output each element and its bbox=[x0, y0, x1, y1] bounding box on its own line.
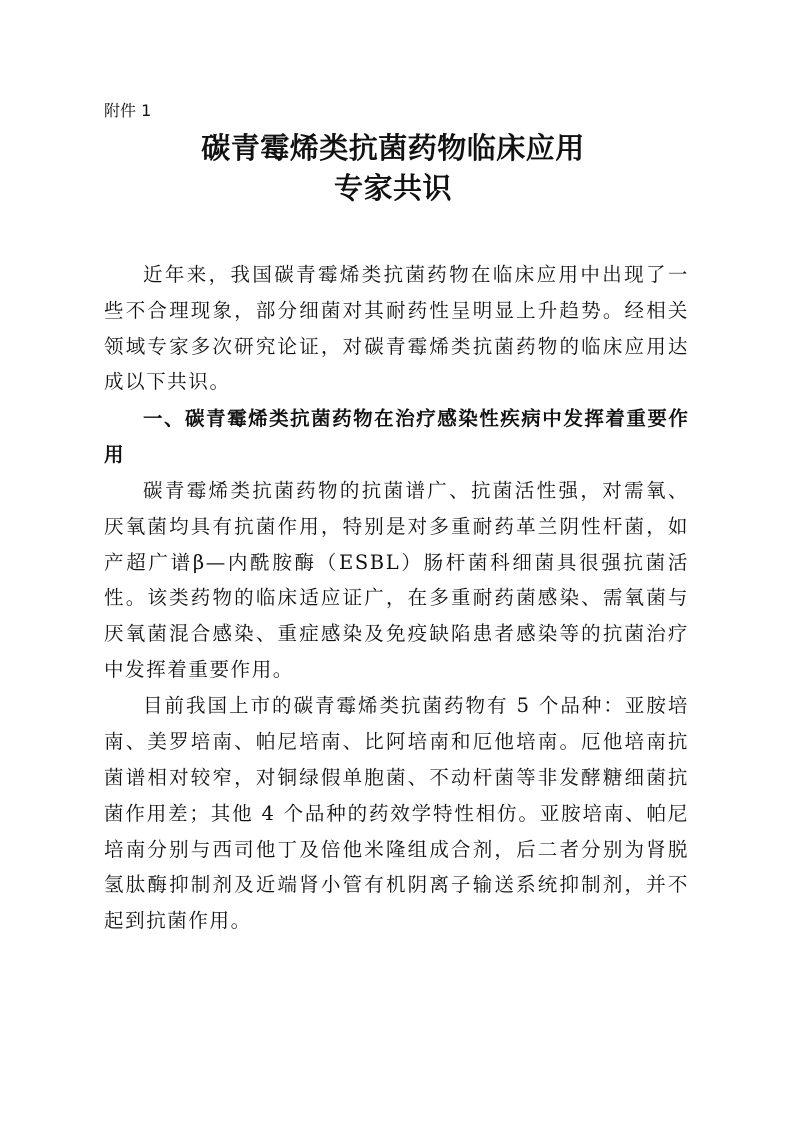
section-1-heading: 一、碳青霉烯类抗菌药物在治疗感染性疾病中发挥着重要作用 bbox=[104, 406, 689, 466]
attachment-label: 附件 1 bbox=[104, 101, 152, 120]
document-body bbox=[104, 257, 689, 940]
document-title-line-1: 碳青霉烯类抗菌药物临床应用 bbox=[201, 131, 585, 165]
section-1-paragraph-2: 目前我国上市的碳青霉烯类抗菌药物有 5 个品种：亚胺培南、美罗培南、帕尼培南、比阿培南和厄他培南。厄他培南抗菌谱相对较窄，对铜绿假单胞菌、不动杆菌等非发酵糖细菌抗菌作用差；其他 4 个品种的药效学特性相仿。亚胺培南、帕尼培南分别与西司他丁及倍他米隆组成合剂，后二者分别为肾脱氢肽酶抑制剂及近端肾小管有机阴离子输送系统抑制剂，并不起到抗菌作用。 bbox=[104, 694, 689, 933]
intro-paragraph: 近年来，我国碳青霉烯类抗菌药物在临床应用中出现了一些不合理现象，部分细菌对其耐药性呈明显上升趋势。经相关领域专家多次研究论证，对碳青霉烯类抗菌药物的临床应用达成以下共识。 bbox=[104, 263, 689, 394]
document-title-line-2: 专家共识 bbox=[333, 171, 452, 205]
section-1-paragraph-1: 碳青霉烯类抗菌药物的抗菌谱广、抗菌活性强，对需氧、厌氧菌均具有抗菌作用，特别是对多重耐药革兰阴性杆菌，如产超广谱β—内酰胺酶（ESBL）肠杆菌科细菌具很强抗菌活性。该类药物的临床适应证广，在多重耐药菌感染、需氧菌与厌氧菌混合感染、重症感染及免疫缺陷患者感染等的抗菌治疗中发挥着重要作用。 bbox=[104, 478, 689, 681]
